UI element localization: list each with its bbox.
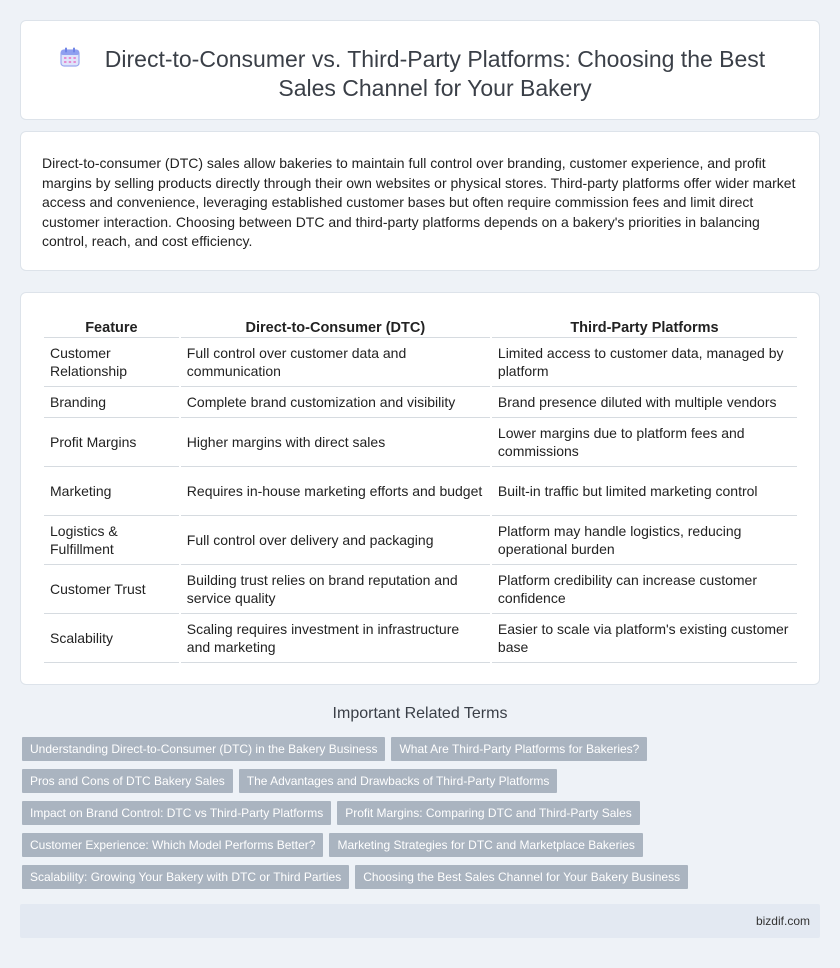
table-row	[44, 338, 797, 387]
comparison-card	[20, 292, 820, 685]
footer-bar	[20, 904, 820, 938]
comparison-table	[42, 316, 799, 663]
related-term-tag[interactable]: Marketing Strategies for DTC and Marketplace Bakeries	[329, 833, 642, 857]
related-term-tag[interactable]: Impact on Brand Control: DTC vs Third-Party Platforms	[22, 801, 331, 825]
table-row	[44, 387, 797, 418]
related-term-tag[interactable]: Scalability: Growing Your Bakery with DTC or Third Parties	[22, 865, 349, 889]
related-term-tag[interactable]: Customer Experience: Which Model Performs Better?	[22, 833, 323, 857]
third-party-cell: Platform may handle logistics, reducing operational burden	[492, 516, 797, 565]
third-party-cell: Platform credibility can increase customer confidence	[492, 565, 797, 614]
feature-cell: Customer Relationship	[44, 338, 179, 387]
related-term-tag[interactable]: The Advantages and Drawbacks of Third-Party Platforms	[239, 769, 558, 793]
table-header-row	[44, 316, 797, 338]
feature-cell: Profit Margins	[44, 418, 179, 467]
related-term-tag[interactable]: What Are Third-Party Platforms for Bakeries?	[391, 737, 647, 761]
third-party-cell: Lower margins due to platform fees and commissions	[492, 418, 797, 467]
dtc-cell: Building trust relies on brand reputation and service quality	[181, 565, 490, 614]
table-row	[44, 418, 797, 467]
related-terms-heading: Important Related Terms	[332, 705, 508, 722]
third-party-cell: Limited access to customer data, managed by platform	[492, 338, 797, 387]
footer-site-link[interactable]: bizdif.com	[755, 914, 810, 928]
third-party-cell: Brand presence diluted with multiple vendors	[492, 387, 797, 418]
related-term-tag[interactable]: Understanding Direct-to-Consumer (DTC) in the Bakery Business	[22, 737, 385, 761]
third-party-cell: Built-in traffic but limited marketing control	[492, 467, 797, 516]
title-card	[20, 20, 820, 120]
related-term-tag[interactable]: Pros and Cons of DTC Bakery Sales	[22, 769, 233, 793]
page-title: Direct-to-Consumer vs. Third-Party Platforms: Choosing the Best Sales Channel for Your Bakery	[104, 46, 766, 101]
table-row	[44, 467, 797, 516]
feature-cell: Branding	[44, 387, 179, 418]
feature-cell: Marketing	[44, 467, 179, 516]
intro-card	[20, 131, 820, 271]
dtc-cell: Higher margins with direct sales	[181, 418, 490, 467]
table-row	[44, 565, 797, 614]
intro-paragraph: Direct-to-consumer (DTC) sales allow bakeries to maintain full control over branding, customer experience, and profit margins by selling products directly through their own websites or physical stores. Third-party platforms offer wider market access and convenience, leveraging established customer bases but often require commission fees and limit direct customer interaction. Choosing between DTC and third-party platforms depends on a bakery's priorities in balancing control, reach, and cost efficiency.	[42, 155, 796, 250]
dtc-cell: Full control over customer data and communication	[181, 338, 490, 387]
table-row	[44, 614, 797, 663]
related-term-tag[interactable]: Profit Margins: Comparing DTC and Third-Party Sales	[337, 801, 640, 825]
related-terms-list	[22, 737, 722, 897]
third-party-cell: Easier to scale via platform's existing customer base	[492, 614, 797, 663]
related-term-tag[interactable]: Choosing the Best Sales Channel for Your Bakery Business	[355, 865, 688, 889]
dtc-cell: Requires in-house marketing efforts and budget	[181, 467, 490, 516]
table-row	[44, 516, 797, 565]
header-third-party: Third-Party Platforms	[492, 316, 797, 338]
dtc-cell: Scaling requires investment in infrastructure and marketing	[181, 614, 490, 663]
dtc-cell: Complete brand customization and visibility	[181, 387, 490, 418]
header-dtc: Direct-to-Consumer (DTC)	[181, 316, 490, 338]
feature-cell: Customer Trust	[44, 565, 179, 614]
dtc-cell: Full control over delivery and packaging	[181, 516, 490, 565]
feature-cell: Logistics & Fulfillment	[44, 516, 179, 565]
feature-cell: Scalability	[44, 614, 179, 663]
header-feature: Feature	[44, 316, 179, 338]
